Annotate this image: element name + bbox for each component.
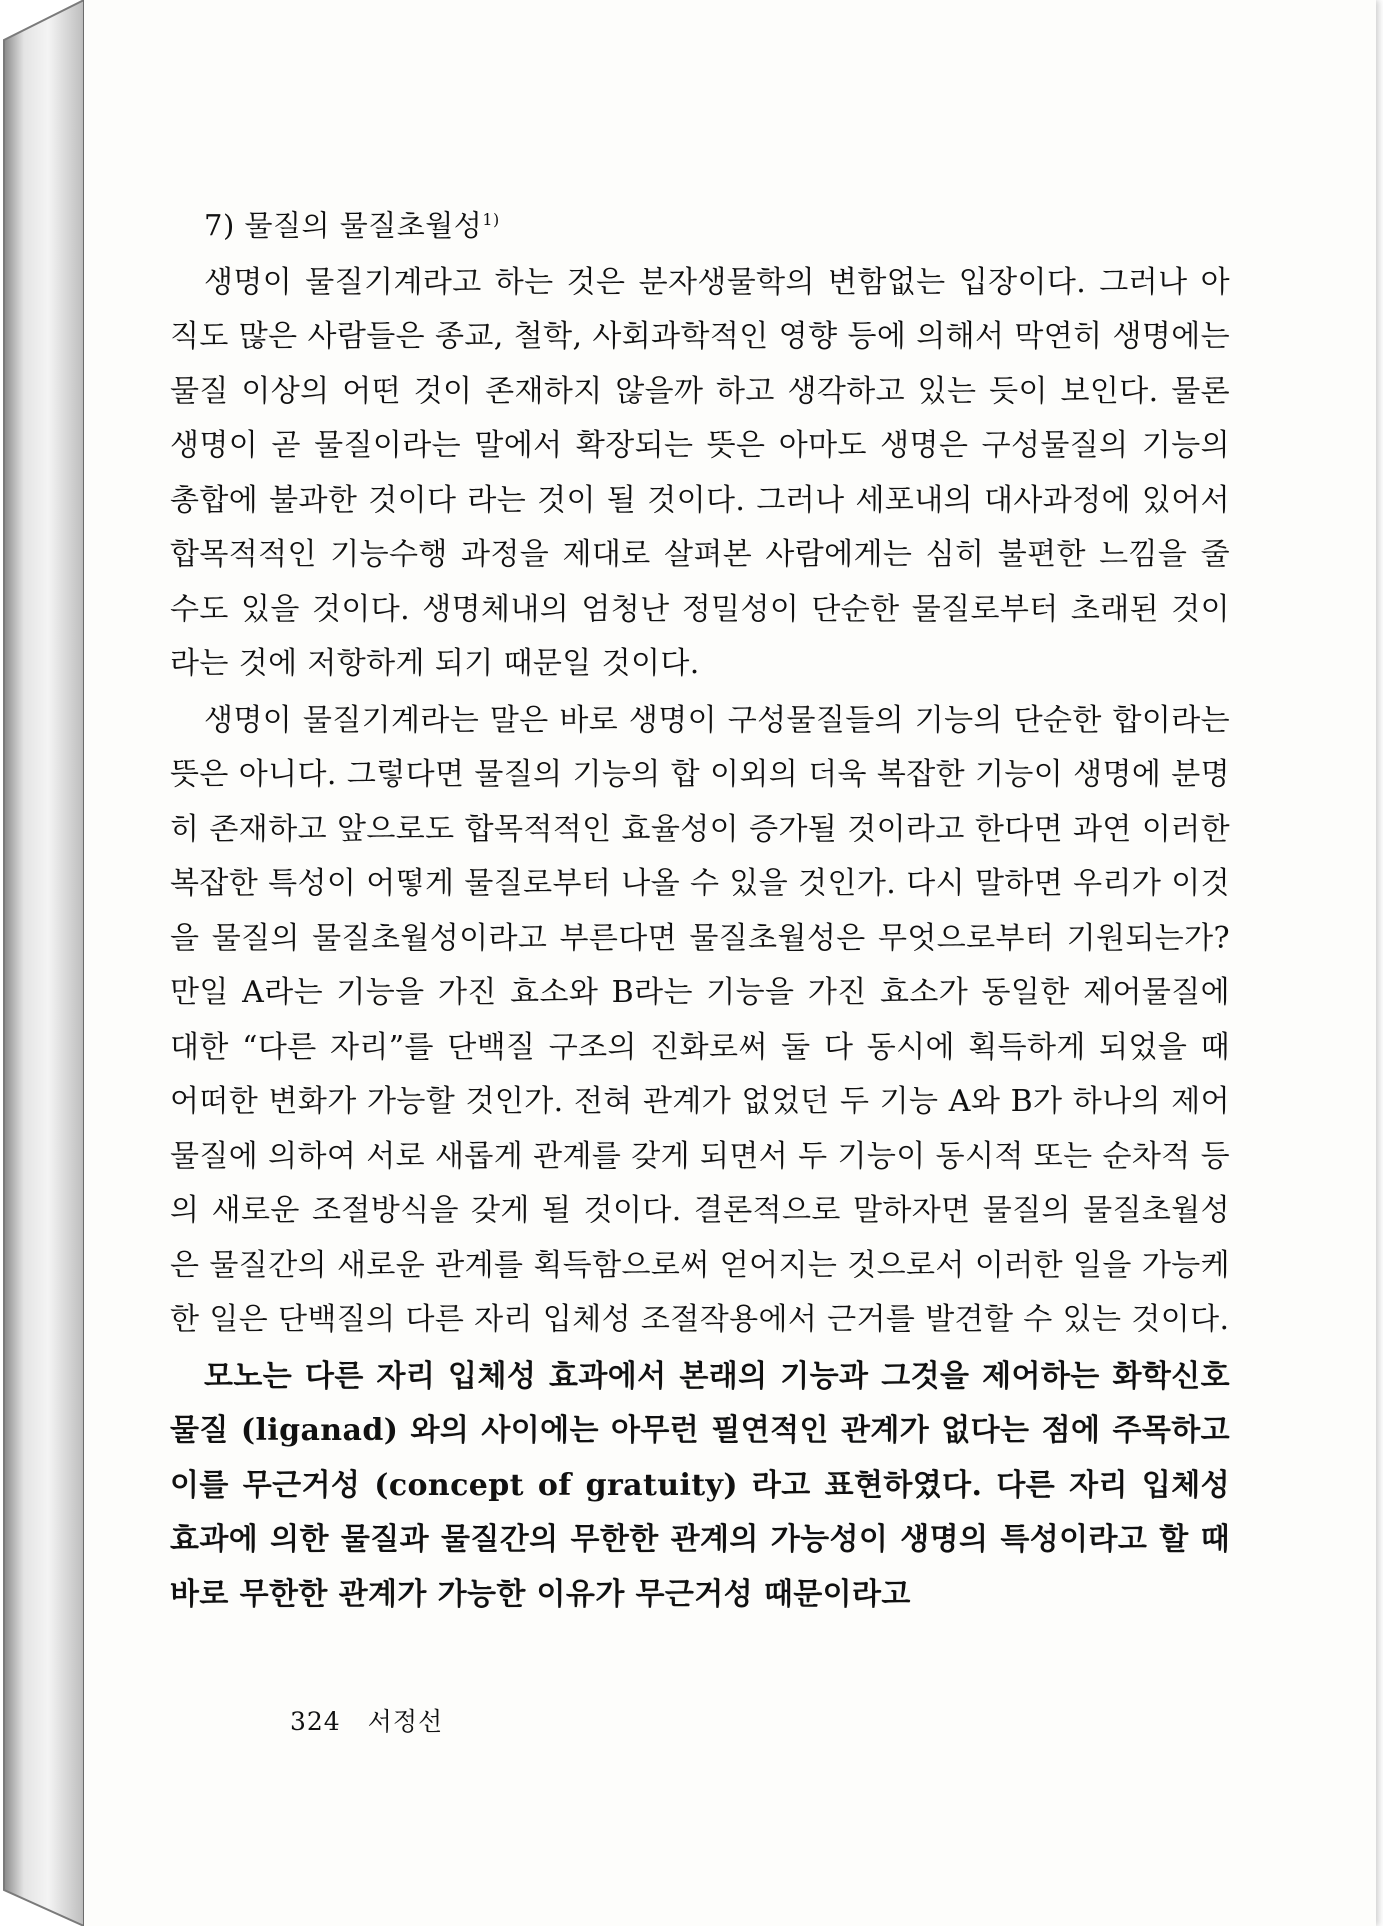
page-footer <box>290 1702 461 1738</box>
section-heading <box>204 200 1230 246</box>
heading-number: 7) <box>204 208 235 243</box>
page-number: 324 <box>290 1707 341 1736</box>
author-name: 서정선 <box>367 1707 444 1736</box>
heading-footnote: 1) <box>482 210 500 229</box>
paragraph-2: 생명이 물질기계라는 말은 바로 생명이 구성물질들의 기능의 단순한 합이라는 뜻은 아니다. 그렇다면 물질의 기능의 합 이외의 더욱 복잡한 기능이 생명에 분명히 존재하고 앞으로도 합목적적인 효율성이 증가될 것이라고 한다면 과연 이러한 복잡한 특성이 어떻게 물질로부터 나올 수 있을 것인가. 다시 말하면 우리가 이것을 물질의 물질초월성이라고 부른다면 물질초월성은 무엇으로부터 기원되는가? 만일 A라는 기능을 가진 효소와 B라는 기능을 가진 효소가 동일한 제어물질에 대한 “다른 자리”를 단백질 구조의 진화로써 둘 다 동시에 획득하게 되었을 때 어떠한 변화가 가능할 것인가. 전혀 관계가 없었던 두 기능 A와 B가 하나의 제어물질에 의하여 서로 새롭게 관계를 갖게 되면서 두 기능이 동시적 또는 순차적 등의 새로운 조절방식을 갖게 될 것이다. 결론적으로 말하자면 물질의 물질초월성은 물질간의 새로운 관계를 획득함으로써 얻어지는 것으로서 이러한 일을 가능케 한 일은 단백질의 다른 자리 입체성 조절작용에서 근거를 발견할 수 있는 것이다. <box>170 702 1230 1338</box>
heading-title: 물질의 물질초월성 <box>244 208 483 243</box>
page-text <box>170 200 1230 1624</box>
paragraph-1: 생명이 물질기계라고 하는 것은 분자생물학의 변함없는 입장이다. 그러나 아직도 많은 사람들은 종교, 철학, 사회과학적인 영향 등에 의해서 막연히 생명에는 물질 이상의 어떤 것이 존재하지 않을까 하고 생각하고 있는 듯이 보인다. 물론 생명이 곧 물질이라는 말에서 확장되는 뜻은 아마도 생명은 구성물질의 기능의 총합에 불과한 것이다 라는 것이 될 것이다. 그러나 세포내의 대사과정에 있어서 합목적적인 기능수행 과정을 제대로 살펴본 사람에게는 심히 불편한 느낌을 줄 수도 있을 것이다. 생명체내의 엄청난 정밀성이 단순한 물질로부터 초래된 것이라는 것에 저항하게 되기 때문일 것이다. <box>170 264 1230 682</box>
paragraph-3: 모노는 다른 자리 입체성 효과에서 본래의 기능과 그것을 제어하는 화학신호물질 (liganad) 와의 사이에는 아무런 필연적인 관계가 없다는 점에 주목하고 이를 무근거성 (concept of gratuity) 라고 표현하였다. 다른 자리 입체성 효과에 의한 물질과 물질간의 무한한 관계의 가능성이 생명의 특성이라고 할 때 바로 무한한 관계가 가능한 이유가 무근거성 때문이라고 <box>170 1358 1230 1612</box>
